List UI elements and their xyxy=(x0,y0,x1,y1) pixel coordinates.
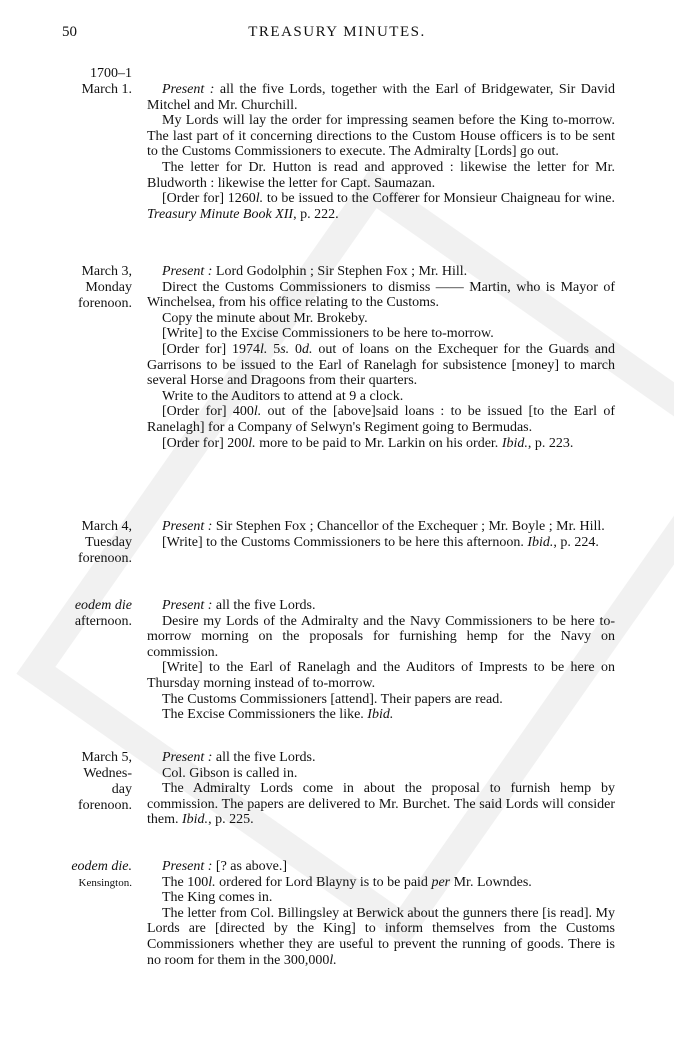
margin-date-line: day xyxy=(111,782,132,797)
minute-paragraph: [Write] to the Customs Commissioners to be here this afternoon. Ibid., p. 224. xyxy=(162,534,599,550)
margin-date xyxy=(60,750,132,814)
margin-date-line: March 4, xyxy=(81,519,132,534)
margin-date xyxy=(60,859,132,891)
margin-date-line: afternoon. xyxy=(74,614,132,629)
margin-date-line: Wednes- xyxy=(83,766,132,781)
minute-paragraph: The 100l. ordered for Lord Blayny is to be paid per Mr. Lowndes. xyxy=(162,874,532,890)
margin-date-line: Monday xyxy=(85,280,132,295)
minute-paragraph: Copy the minute about Mr. Brokeby. xyxy=(162,310,368,326)
page-number: 50 xyxy=(62,24,77,40)
minute-paragraph: Write to the Auditors to attend at 9 a clock. xyxy=(162,388,404,404)
margin-date-line: forenoon. xyxy=(77,798,132,813)
minute-paragraph: My Lords will lay the order for impressing seamen before the King to-morrow. The last part of it concerning directions to the Custom House officers is to be sent to the Customs Commissioners to execute. The Admiralty [Lords] go out. xyxy=(147,113,615,160)
minute-paragraph: Present : all the five Lords. xyxy=(162,750,316,765)
margin-date-line: forenoon. xyxy=(77,551,132,566)
minute-paragraph: The Excise Commissioners the like. Ibid. xyxy=(162,707,394,723)
minute-paragraph: Present : all the five Lords. xyxy=(162,598,316,613)
entry-body xyxy=(147,519,615,550)
entry-body xyxy=(147,859,615,968)
minute-paragraph: The letter from Col. Billingsley at Berwick about the gunners there [is read]. My Lords are [directed by the King] to inform themselves from the Customs Commissioners whether they are useful to prevent the running of goods. There is no room for them in the 300,000l. xyxy=(147,905,615,968)
minute-paragraph: Desire my Lords of the Admiralty and the Navy Commissioners to be here to-morrow morning on the proposals for furnishing hemp for the Navy on commission. xyxy=(147,613,615,660)
margin-date-line: Tuesday xyxy=(85,535,132,550)
minute-paragraph: The Admiralty Lords come in about the proposal to furnish hemp by commission. The papers are delivered to Mr. Burchet. The said Lords will consider them. Ibid., p. 225. xyxy=(147,781,615,828)
entry-body xyxy=(147,598,615,723)
margin-date xyxy=(60,264,132,312)
minute-paragraph: Present : Lord Godolphin ; Sir Stephen Fox ; Mr. Hill. xyxy=(162,264,468,279)
minute-paragraph: [Order for] 1260l. to be issued to the Cofferer for Monsieur Chaigneau for wine. Treasury Minute Book XII, p. 222. xyxy=(147,191,616,222)
minute-paragraph: The letter for Dr. Hutton is read and approved : likewise the letter for Mr. Bludworth : likewise the letter for Capt. Saumazan. xyxy=(147,159,615,191)
margin-date xyxy=(60,519,132,567)
margin-date-line: March 5, xyxy=(81,750,132,765)
minute-paragraph: [Order for] 1974l. 5s. 0d. out of loans on the Exchequer for the Guards and Garrisons to be issued to the Earl of Ranelagh for subsistence [money] to march several Horse and Dragoons from their quarters. xyxy=(147,341,616,389)
minute-paragraph: Present : [? as above.] xyxy=(162,859,288,874)
margin-date-line: forenoon. xyxy=(77,296,132,311)
margin-date-line: eodem die. xyxy=(71,859,132,874)
minute-paragraph: Col. Gibson is called in. xyxy=(162,765,298,781)
entry-body xyxy=(147,264,615,451)
minute-paragraph: Present : all the five Lords, together with the Earl of Bridgewater, Sir David Mitchel and Mr. Churchill. xyxy=(147,82,615,113)
minute-paragraph: [Order for] 200l. more to be paid to Mr. Larkin on his order. Ibid., p. 223. xyxy=(162,435,574,451)
minute-paragraph: Present : Sir Stephen Fox ; Chancellor of the Exchequer ; Mr. Boyle ; Mr. Hill. xyxy=(162,519,605,534)
minute-paragraph: The King comes in. xyxy=(162,890,273,906)
margin-date-line: eodem die xyxy=(74,598,132,613)
margin-date xyxy=(60,66,132,98)
minute-paragraph: [Write] to the Earl of Ranelagh and the Auditors of Imprests to be here on Thursday morning instead of to-morrow. xyxy=(147,660,615,691)
entry-body xyxy=(147,750,615,828)
year-label: 1700–1 xyxy=(90,66,132,81)
entry-body xyxy=(147,82,615,222)
minute-paragraph: Direct the Customs Commissioners to dismiss —— Martin, who is Mayor of Winchelsea, from his office relating to the Customs. xyxy=(147,279,615,311)
margin-date-line: March 1. xyxy=(81,82,132,97)
margin-date-line: March 3, xyxy=(81,264,132,279)
minute-paragraph: [Write] to the Excise Commissioners to be here to-morrow. xyxy=(162,326,494,342)
minute-paragraph: [Order for] 400l. out of the [above]said loans : to be issued [to the Earl of Ranelagh] for a Company of Selwyn's Regiment going to Bermudas. xyxy=(147,404,616,435)
running-header: TREASURY MINUTES. xyxy=(248,24,426,40)
margin-date xyxy=(60,598,132,630)
margin-date-line: Kensington. xyxy=(78,877,132,889)
minute-paragraph: The Customs Commissioners [attend]. Their papers are read. xyxy=(162,691,503,707)
